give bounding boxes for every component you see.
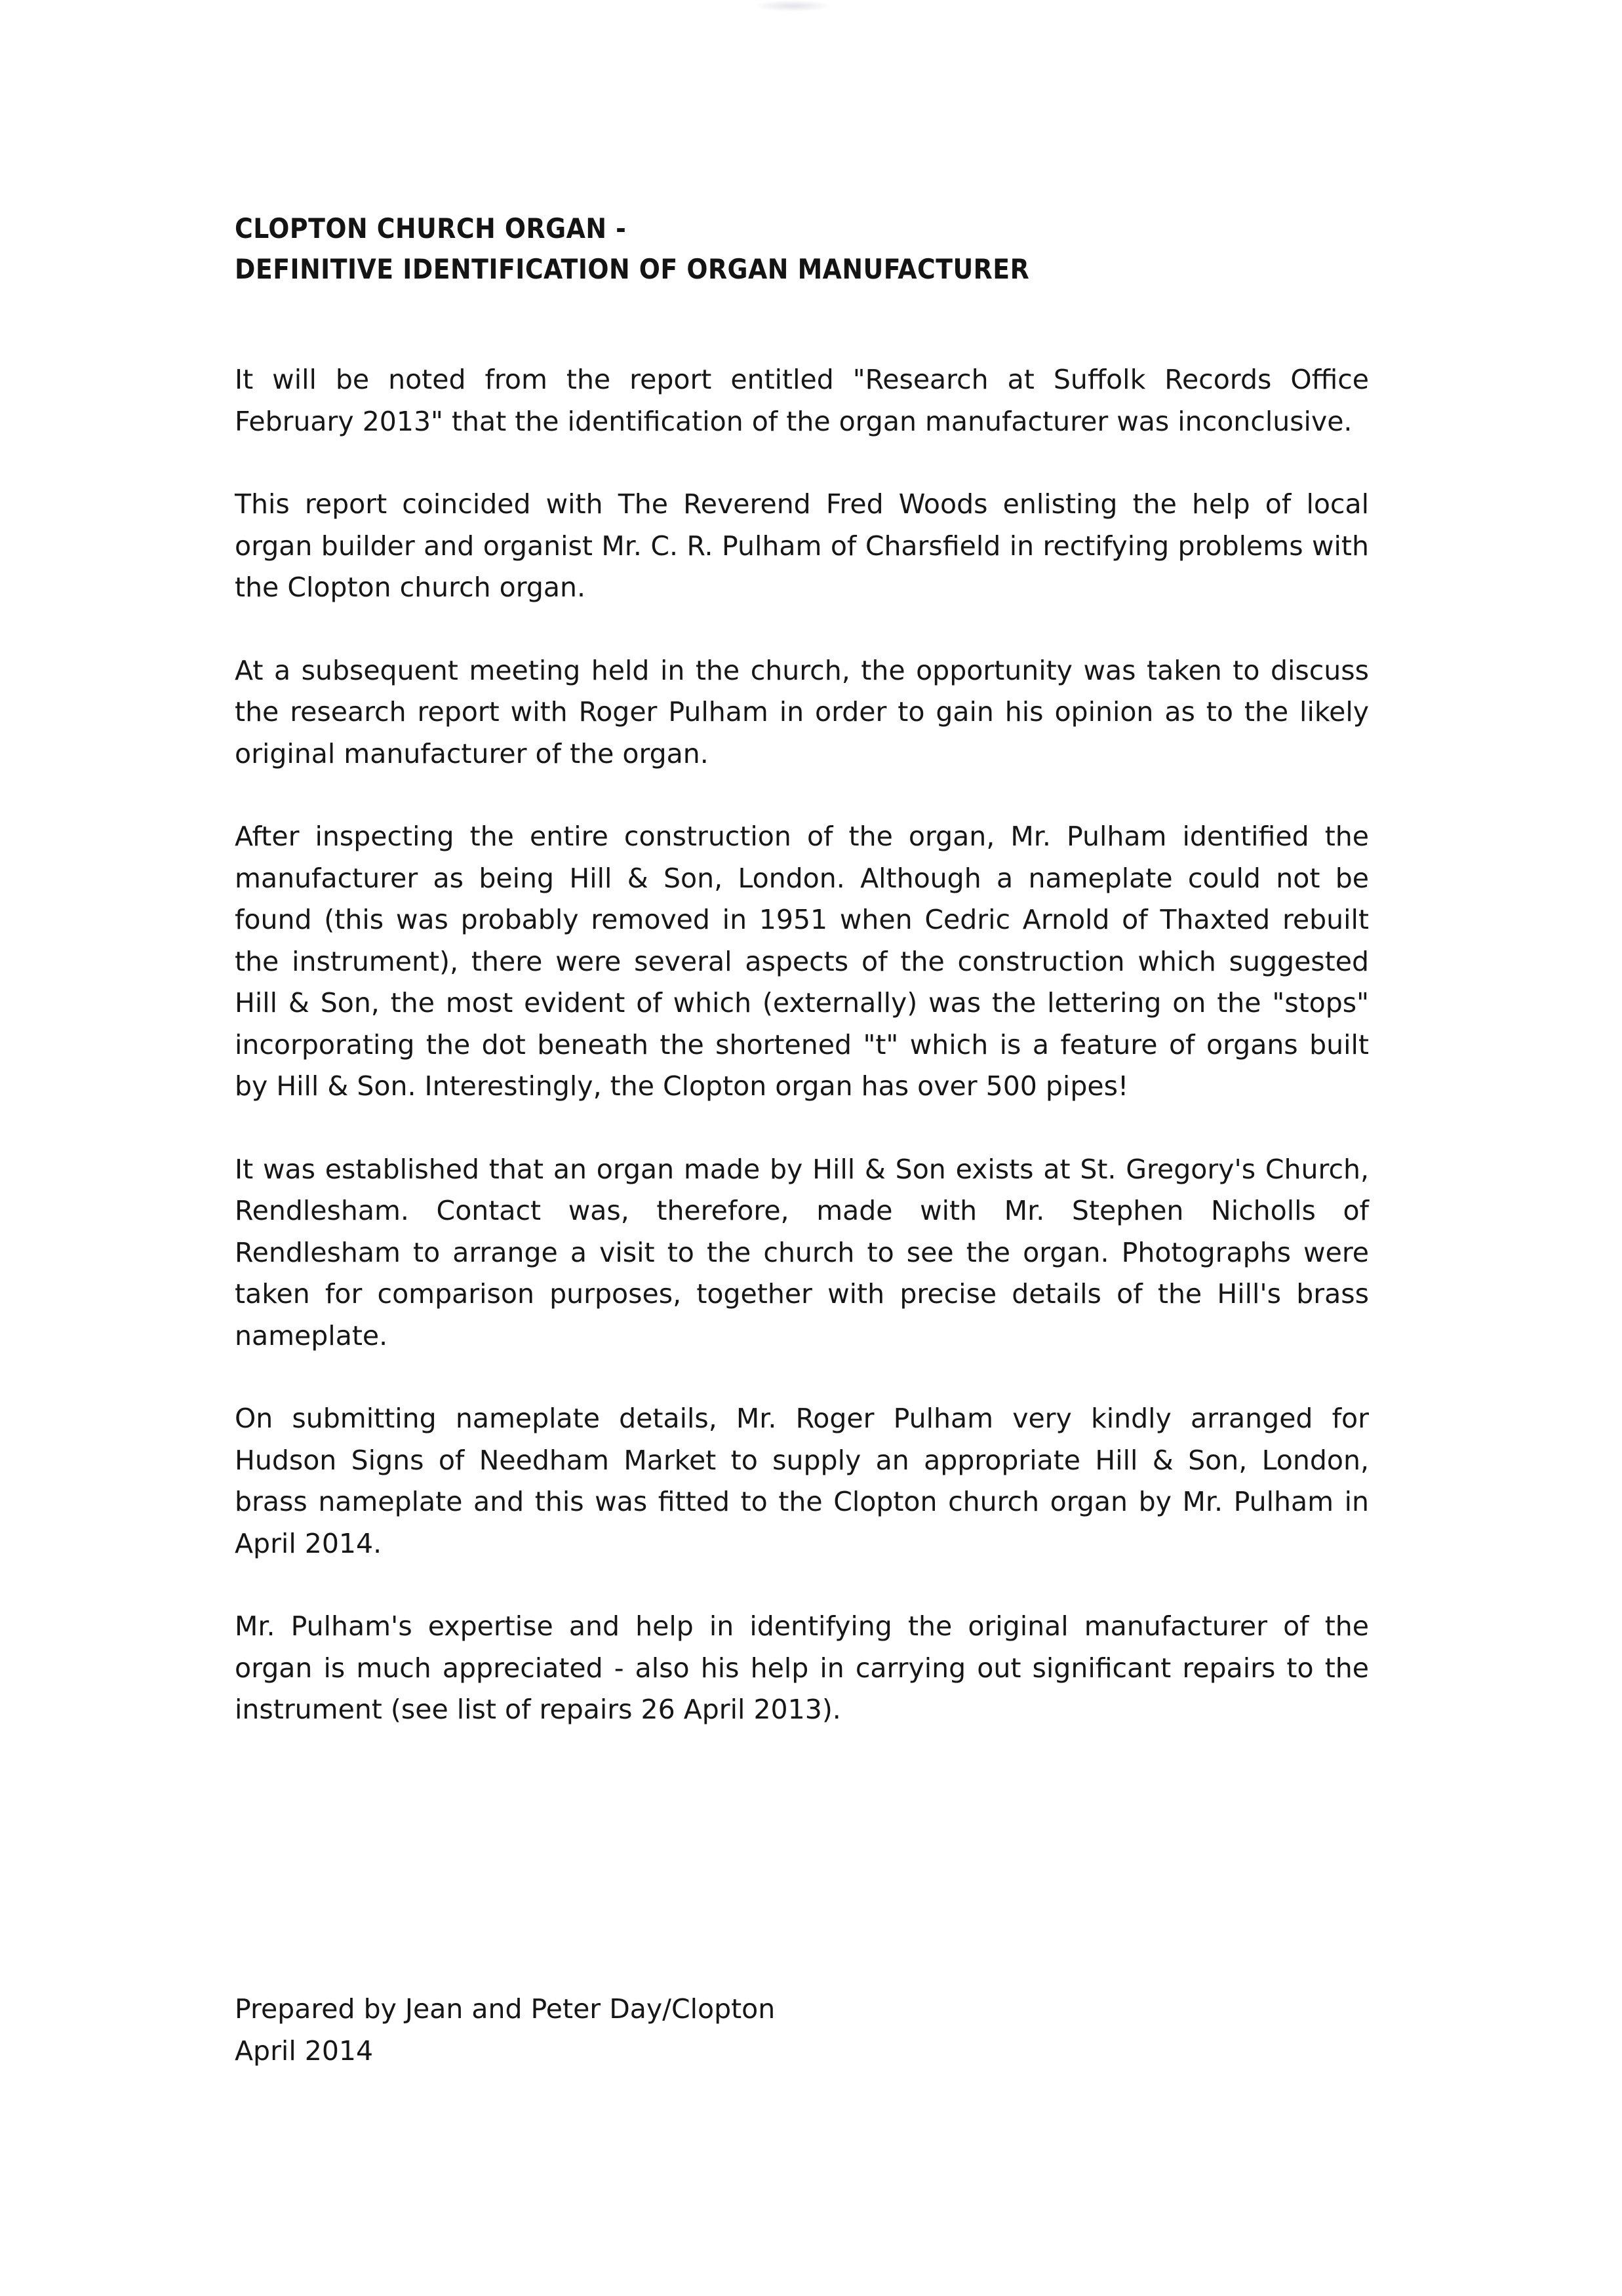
document-body — [235, 359, 1369, 1731]
paragraph-inconclusive-report: It will be noted from the report entitled "Research at Suffolk Records Office February 2013" that the identification of the organ manufacturer was inconclusive. — [235, 364, 1369, 437]
scan-artifact — [754, 0, 833, 12]
document-title — [235, 208, 1415, 290]
prepared-by: Prepared by Jean and Peter Day/Clopton — [235, 1993, 776, 2025]
paragraph-rendlesham: It was established that an organ made by Hill & Son exists at St. Gregory's Church, Rendlesham. Contact was, therefore, made with Mr. Stephen Nicholls of Rendlesham to arrange a visit to the church to see the organ. Photographs were taken for comparison purposes, together with precise details of the Hill's brass nameplate. — [235, 1153, 1369, 1352]
signoff — [235, 1988, 775, 2072]
paragraph-meeting: At a subsequent meeting held in the church, the opportunity was taken to discuss the research report with Roger Pulham in order to gain his opinion as to the likely original manufacturer of the organ. — [235, 654, 1369, 769]
title-line-2: DEFINITIVE IDENTIFICATION OF ORGAN MANUFACTURER — [235, 253, 1030, 285]
title-line-1: CLOPTON CHURCH ORGAN - — [235, 212, 627, 244]
paragraph-pulham-help: This report coincided with The Reverend Fred Woods enlisting the help of local organ builder and organist Mr. C. R. Pulham of Charsfield in rectifying problems with the Clopton church organ. — [235, 488, 1369, 603]
paragraph-identification: After inspecting the entire construction of the organ, Mr. Pulham identified the manufacturer as being Hill & Son, London. Although a nameplate could not be found (this was probably removed in 1951 when Cedric Arnold of Thaxted rebuilt the instrument), there were several aspects of the construction which suggested Hill & Son, the most evident of which (externally) was the lettering on the "stops" incorporating the dot beneath the shortened "t" which is a feature of organs built by Hill & Son. Interestingly, the Clopton organ has over 500 pipes! — [235, 821, 1369, 1102]
signoff-date: April 2014 — [235, 2035, 374, 2067]
paragraph-nameplate: On submitting nameplate details, Mr. Roger Pulham very kindly arranged for Hudson Signs of Needham Market to supply an appropriate Hill & Son, London, brass nameplate and this was fitted to the Clopton church organ by Mr. Pulham in April 2014. — [235, 1403, 1369, 1559]
paragraph-appreciation: Mr. Pulham's expertise and help in identifying the original manufacturer of the organ is much appreciated - also his help in carrying out significant repairs to the instrument (see list of repairs 26 April 2013). — [235, 1610, 1369, 1725]
